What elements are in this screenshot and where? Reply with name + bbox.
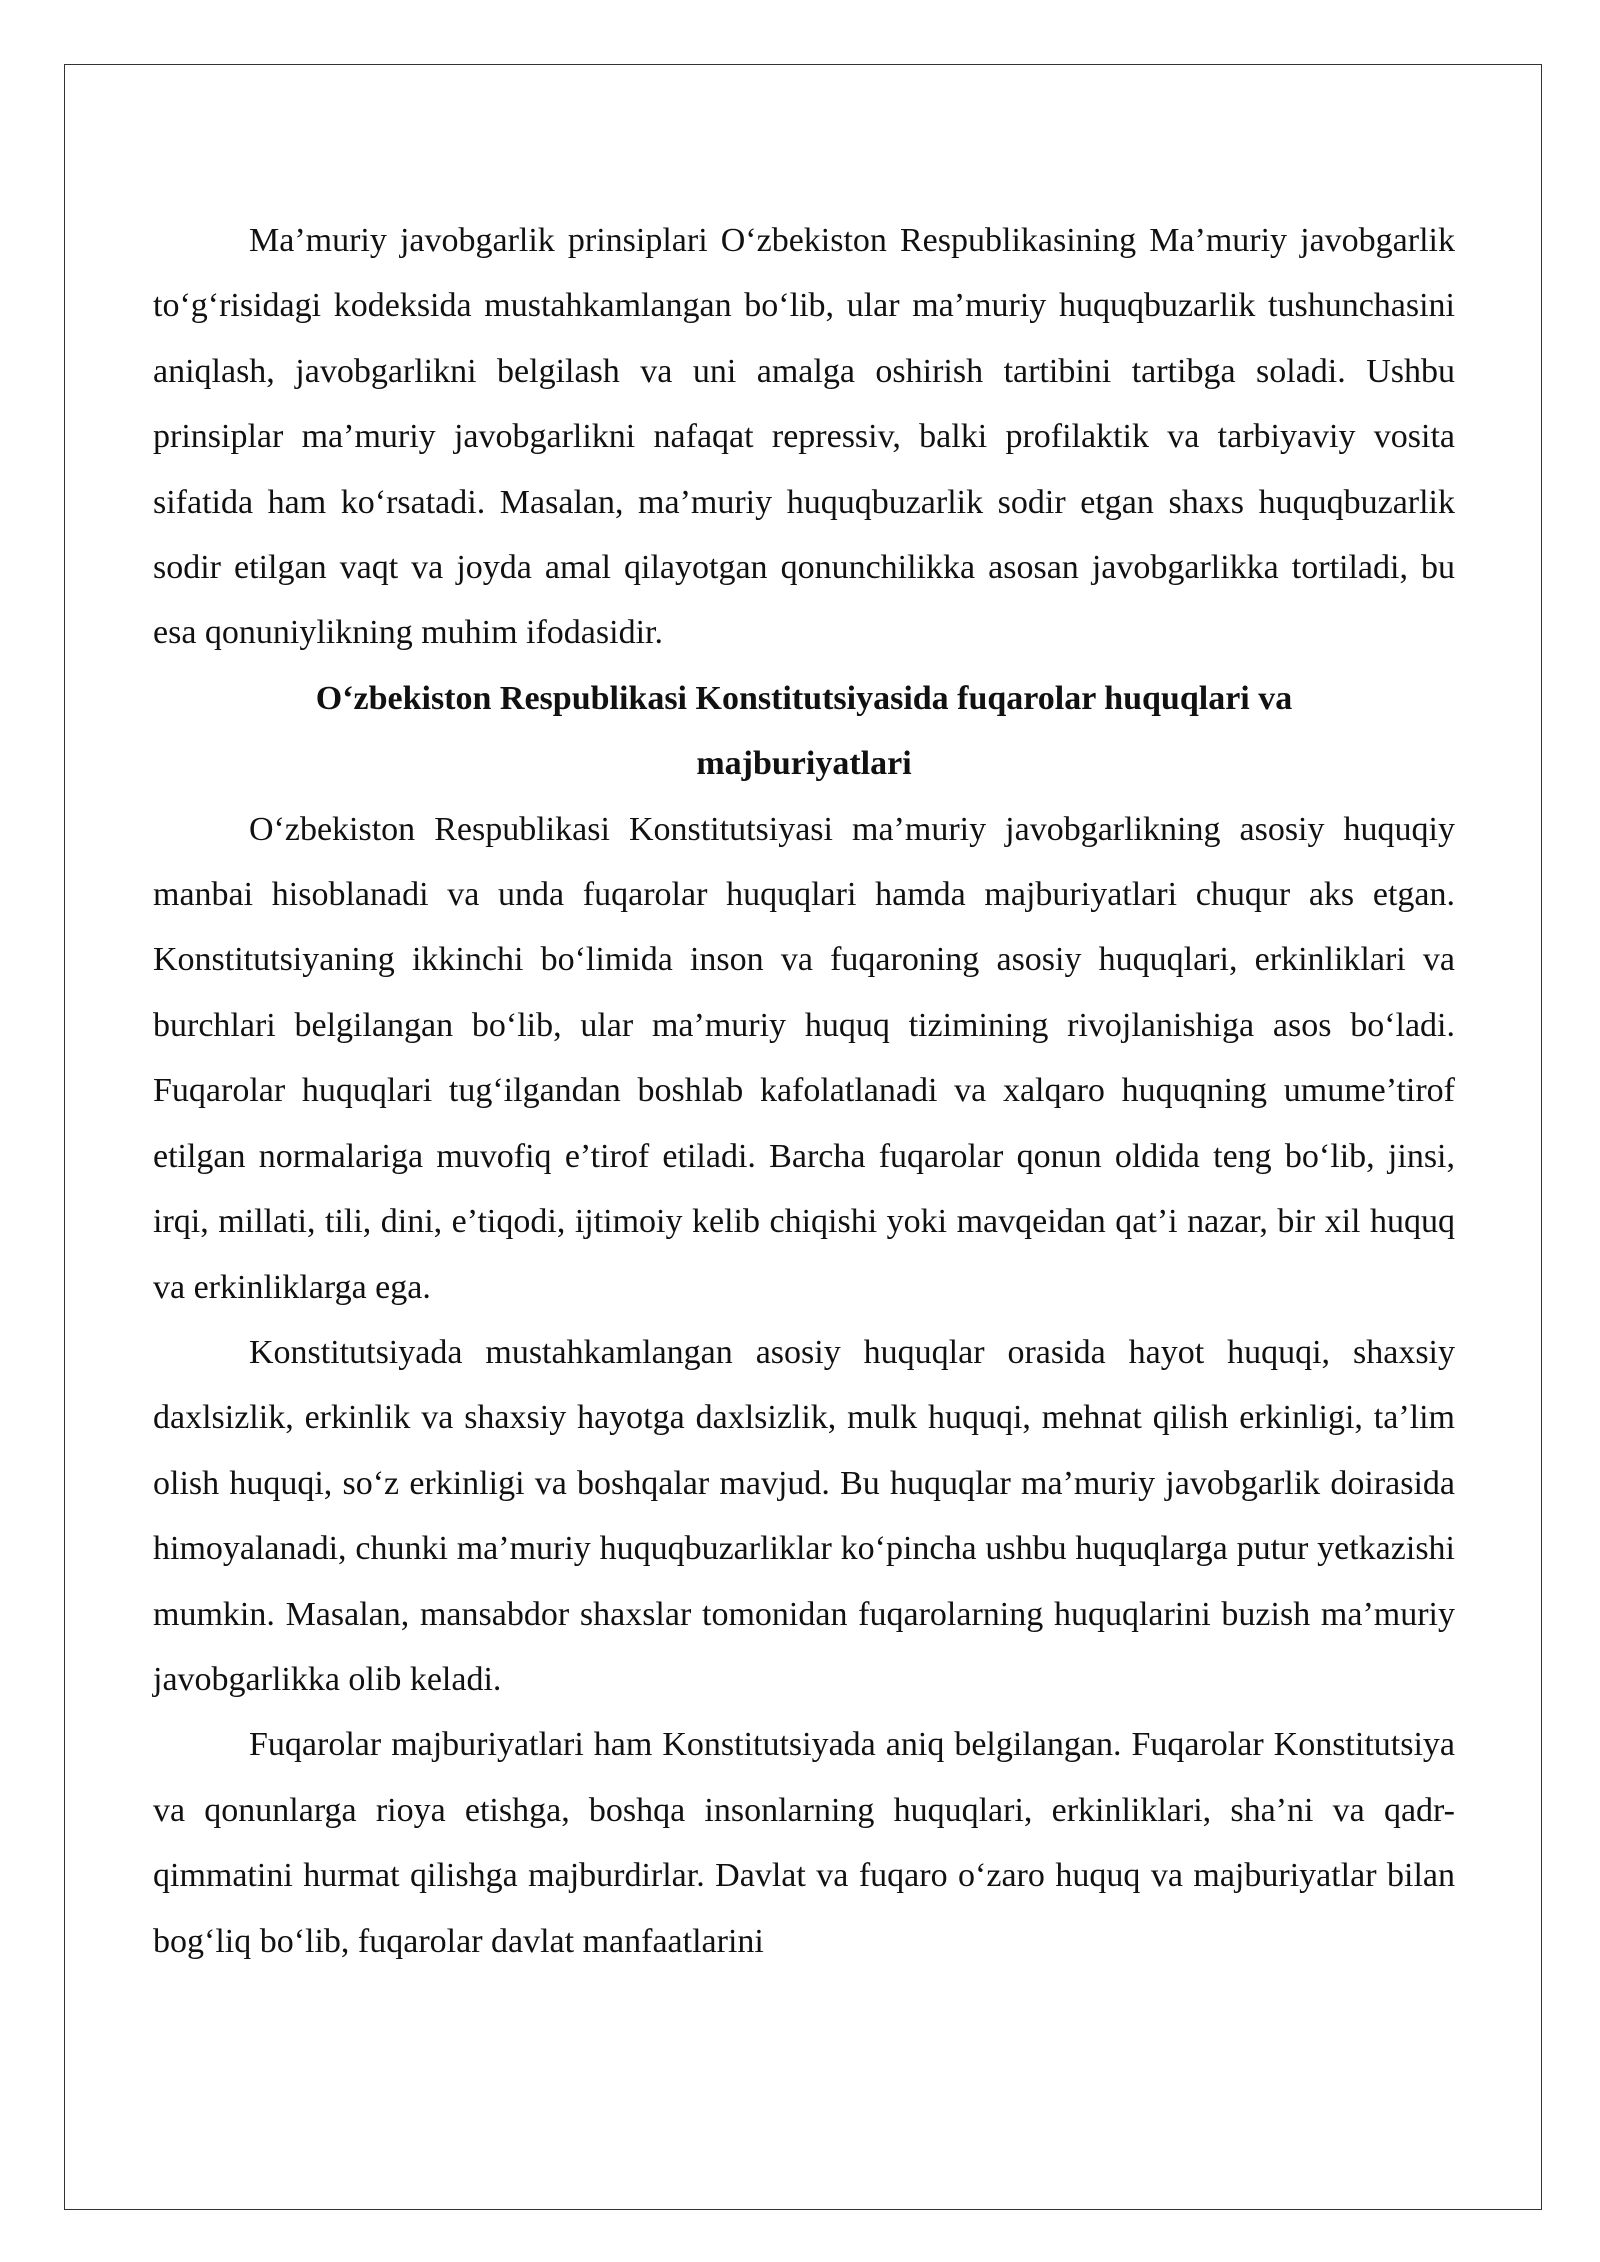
paragraph: Konstitutsiyada mustahkamlangan asosiy huquqlar orasida hayot huquqi, shaxsiy daxlsizlik, erkinlik va shaxsiy hayotga daxlsizlik, mulk huquqi, mehnat qilish erkinligi, ta’lim olish huquqi, so‘z erkinligi va boshqalar mavjud. Bu huquqlar ma’muriy javobgarlik doirasida himoyalanadi, chunki ma’muriy huquqbuzarliklar ko‘pincha ushbu huquqlarga putur yetkazishi mumkin. Masalan, mansabdor shaxslar tomonidan fuqarolarning huquqlarini buzish ma’muriy javobgarlikka olib keladi.	[153, 1333, 1455, 1698]
paragraph: O‘zbekiston Respublikasi Konstitutsiyasi ma’muriy javobgarlikning asosiy huquqiy manbai hisoblanadi va unda fuqarolar huquqlari hamda majburiyatlari chuqur aks etgan. Konstitutsiyaning ikkinchi bo‘limida inson va fuqaroning asosiy huquqlari, erkinliklari va burchlari belgilangan bo‘lib, ular ma’muriy huquq tizimining rivojlanishiga asos bo‘ladi. Fuqarolar huquqlari tug‘ilgandan boshlab kafolatlanadi va xalqaro huquqning umume’tirof etilgan normalariga muvofiq e’tirof etiladi. Barcha fuqarolar qonun oldida teng bo‘lib, jinsi, irqi, millati, tili, dini, e’tiqodi, ijtimoiy kelib chiqishi yoki mavqeidan qat’i nazar, bir xil huquq va erkinliklarga ega.	[153, 810, 1455, 1306]
paragraph: Fuqarolar majburiyatlari ham Konstitutsiyada aniq belgilangan. Fuqarolar Konstitutsiya va qonunlarga rioya etishga, boshqa insonlarning huquqlari, erkinliklari, sha’ni va qadr-qimmatini hurmat qilishga majburdirlar. Davlat va fuqaro o‘zaro huquq va majburiyatlar bilan bog‘liq bo‘lib, fuqarolar davlat manfaatlarini	[153, 1726, 1455, 1960]
document-body	[153, 208, 1455, 1974]
paragraph: Ma’muriy javobgarlik prinsiplari O‘zbekiston Respublikasining Ma’muriy javobgarlik to‘g‘risidagi kodeksida mustahkamlangan bo‘lib, ular ma’muriy huquqbuzarlik tushunchasini aniqlash, javobgarlikni belgilash va uni amalga oshirish tartibini tartibga soladi. Ushbu prinsiplar ma’muriy javobgarlikni nafaqat repressiv, balki profilaktik va tarbiyaviy vosita sifatida ham ko‘rsatadi. Masalan, ma’muriy huquqbuzarlik sodir etgan shaxs huquqbuzarlik sodir etilgan vaqt va joyda amal qilayotgan qonunchilikka asosan javobgarlikka tortiladi, bu esa qonuniylikning muhim ifodasidir.	[153, 222, 1455, 652]
section-heading: O‘zbekiston Respublikasi Konstitutsiyasida fuqarolar huquqlari va majburiyatlari	[315, 679, 1293, 783]
